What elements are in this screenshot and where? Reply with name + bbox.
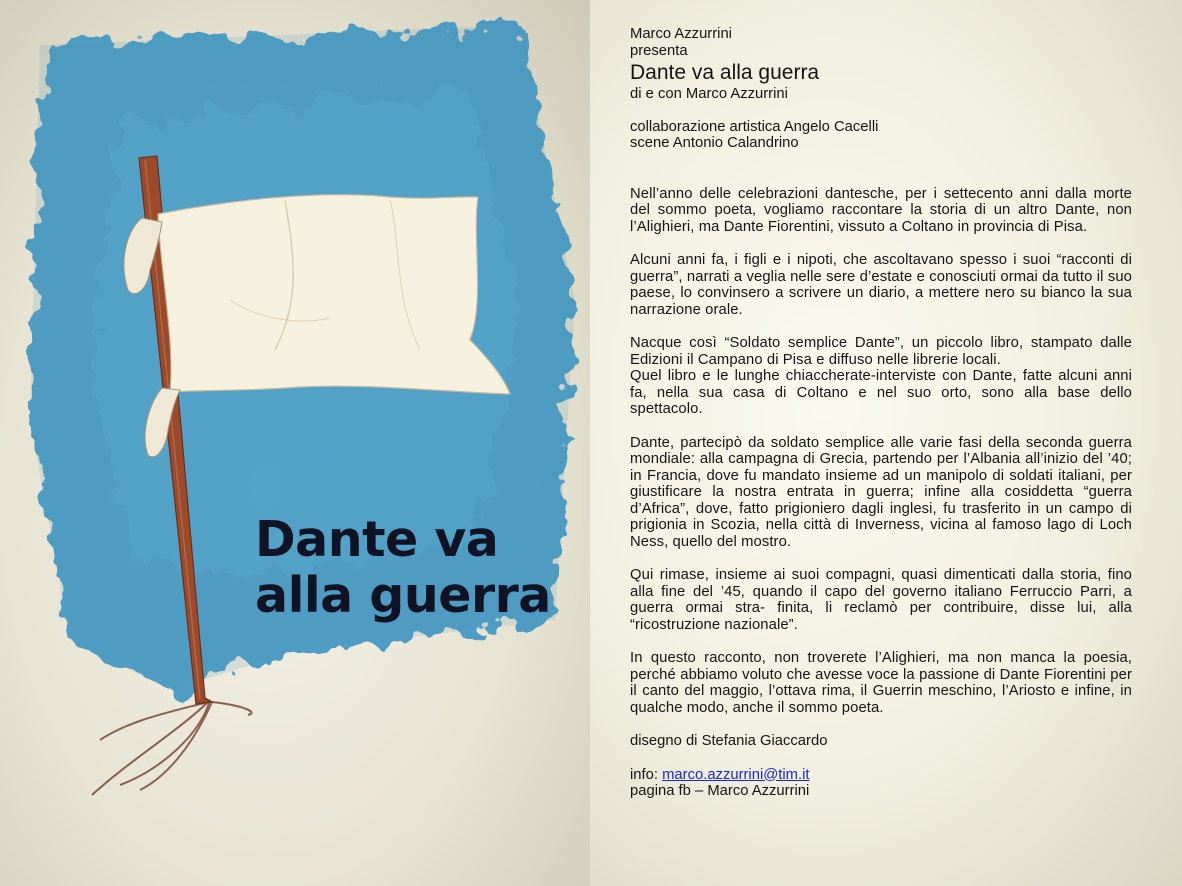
paragraph-book-line1: Nacque così “Soldato semplice Dante”, un piccolo libro, stampato dalle Edizioni il Campano di Pisa e diffuso nelle librerie locali. [630,335,1132,368]
paragraph-poetry: In questo racconto, non troverete l’Alighieri, ma non manca la poesia, perché abbiamo voluto che avesse voce la passione di Dante Fiorentini per il canto del maggio, l’ottava rima, il Guerrin meschino, l’Ariosto e infine, in qualche modo, anche il sommo poeta. [630,650,1132,716]
paragraph-diary: Alcuni anni fa, i figli e i nipoti, che ascoltavano spesso i suoi “racconti di guerra”, narrati a veglia nelle sere d’estate e conosciuti ormai da tutto il suo paese, lo convinsero a scrivere un diario, a mettere nero su bianco la sua narrazione orale. [630,252,1132,318]
presenter-name: Marco Azzurrini [630,26,732,42]
facebook-page-line: pagina fb – Marco Azzurrini [630,783,810,799]
paragraph-scotland: Qui rimase, insieme ai suoi compagni, quasi dimenticati dalla storia, fino alla fine del ’45, quando il capo del governo italiano Ferruccio Parri, a guerra ormai stra- finita, li reclamò per contribuire, disse lui, alla “ricostruzione nazionale”. [630,567,1132,633]
poster-artwork [0,0,590,886]
artwork-title-line1: Dante va [255,511,499,568]
info-label: info: [630,766,663,783]
email-link[interactable]: marco.azzurrini@tim.it [662,766,810,783]
artwork-title [255,512,575,624]
collaboration-line: collaborazione artistica Angelo Cacelli [630,118,879,135]
paragraph-book-line2: Quel libro e le lunghe chiaccherate-interviste con Dante, fatte alcuni anni fa, nella sua casa di Coltano e nel suo orto, sono alla base dello spettacolo. [630,368,1132,417]
credits-block [630,26,1132,152]
presents-label: presenta [630,42,688,59]
flag-drawing [0,0,590,886]
paragraph-intro: Nell’anno delle celebrazioni dantesche, per i settecento anni dalla morte del sommo poeta, vogliamo raccontare la storia di un altro Dante, non l’Alighieri, ma Dante Fiorentini, vissuto a Coltano in provincia di Pisa. [630,185,1132,235]
drawing-credit: disegno di Stefania Giaccardo [630,733,828,749]
paragraph-book [630,335,1132,418]
artwork-title-line2: alla guerra [255,567,551,624]
white-flag [158,195,510,394]
text-panel [590,0,1182,886]
text-column [630,26,1132,800]
scenes-line: scene Antonio Calandrino [630,135,799,151]
show-title: Dante va alla guerra [630,61,820,84]
paragraph-war: Dante, partecipò da soldato semplice alle varie fasi della seconda guerra mondiale: alla campagna di Grecia, partendo per l’Albania all’inizio del ’40; in Francia, dove fu mandato insieme ad un manipolo di soldati italiani, per giustificare la nostra entrata in guerra; infine alla cosiddetta “guerra d’Africa”, dove, fatto prigioniero dagli inglesi, fu trasferito in un campo di prigionia in Scozia, nella città di Inverness, vicina al famoso lago di Loch Ness, quello del mostro. [630,434,1132,550]
author-line: di e con Marco Azzurrini [630,86,788,102]
info-line [630,767,1132,784]
pole-roots [92,700,252,795]
